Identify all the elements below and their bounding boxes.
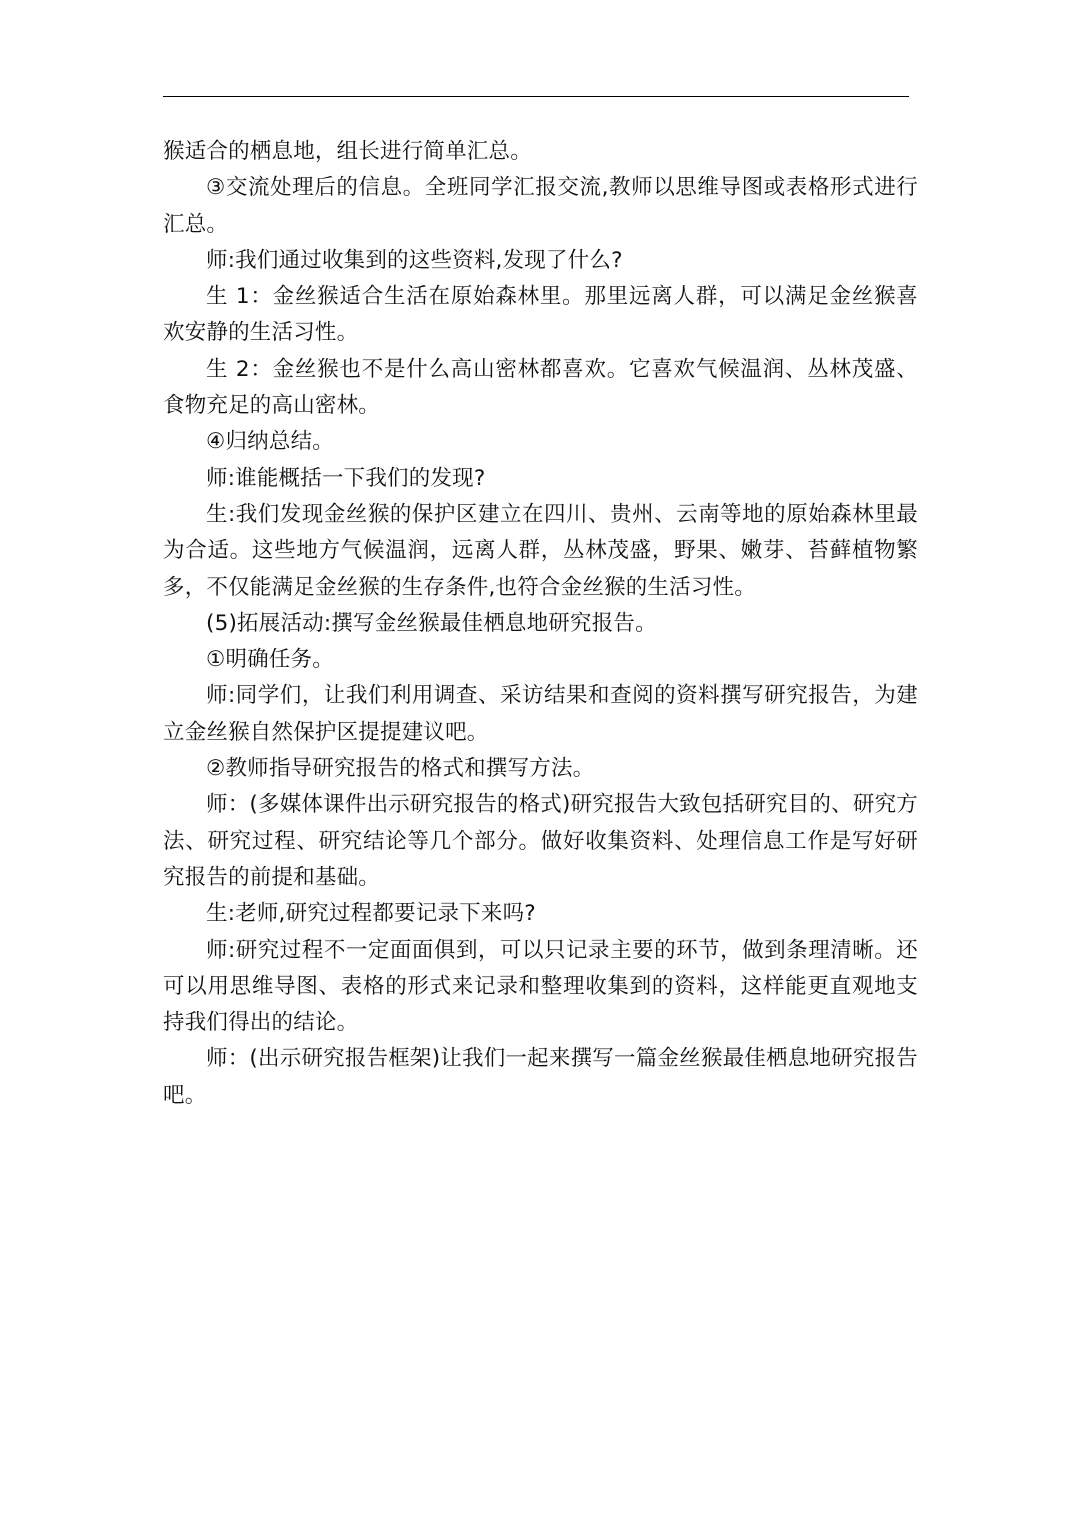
paragraph-13: 师：(多媒体课件出示研究报告的格式)研究报告大致包括研究目的、研究方法、研究过程、研究结论等几个部分。做好收集资料、处理信息工作是写好研究报告的前提和基础。: [163, 792, 918, 890]
paragraph-16: 师：(出示研究报告框架)让我们一起来撰写一篇金丝猴最佳栖息地研究报告吧。: [163, 1046, 918, 1108]
paragraph-14: 生:老师,研究过程都要记录下来吗?: [206, 901, 536, 927]
paragraph-8: 生:我们发现金丝猴的保护区建立在四川、贵州、云南等地的原始森林里最为合适。这些地方气候温润，远离人群，丛林茂盛，野果、嫩芽、苔藓植物繁多，不仅能满足金丝猴的生存条件,也符合金丝猴的生活习性。: [163, 501, 918, 600]
paragraph-15: 师:研究过程不一定面面俱到，可以只记录主要的环节，做到条理清晰。还可以用思维导图、表格的形式来记录和整理收集到的资料，这样能更直观地支持我们得出的结论。: [163, 937, 918, 1036]
paragraph-7: 师:谁能概括一下我们的发现?: [206, 465, 486, 491]
paragraph-5: 生 2：金丝猴也不是什么高山密林都喜欢。它喜欢气候温润、丛林茂盛、食物充足的高山密林。: [163, 356, 918, 419]
paragraph-10: ①明确任务。: [206, 647, 334, 673]
paragraph-1: 猴适合的栖息地，组长进行简单汇总。: [163, 139, 532, 164]
header-rule: [163, 96, 909, 97]
paragraph-11: 师:同学们，让我们利用调查、采访结果和查阅的资料撰写研究报告，为建立金丝猴自然保护区提提建议吧。: [163, 683, 918, 745]
document-body: [163, 134, 918, 1114]
paragraph-4: 生 1：金丝猴适合生活在原始森林里。那里远离人群，可以满足金丝猴喜欢安静的生活习性。: [163, 284, 918, 346]
paragraph-6: ④归纳总结。: [206, 429, 334, 455]
paragraph-3: 师:我们通过收集到的这些资料,发现了什么?: [206, 247, 623, 273]
paragraph-2: ③交流处理后的信息。全班同学汇报交流,教师以思维导图或表格形式进行汇总。: [163, 175, 918, 237]
paragraph-9: (5)拓展活动:撰写金丝猴最佳栖息地研究报告。: [206, 610, 657, 636]
paragraph-12: ②教师指导研究报告的格式和撰写方法。: [206, 756, 595, 782]
